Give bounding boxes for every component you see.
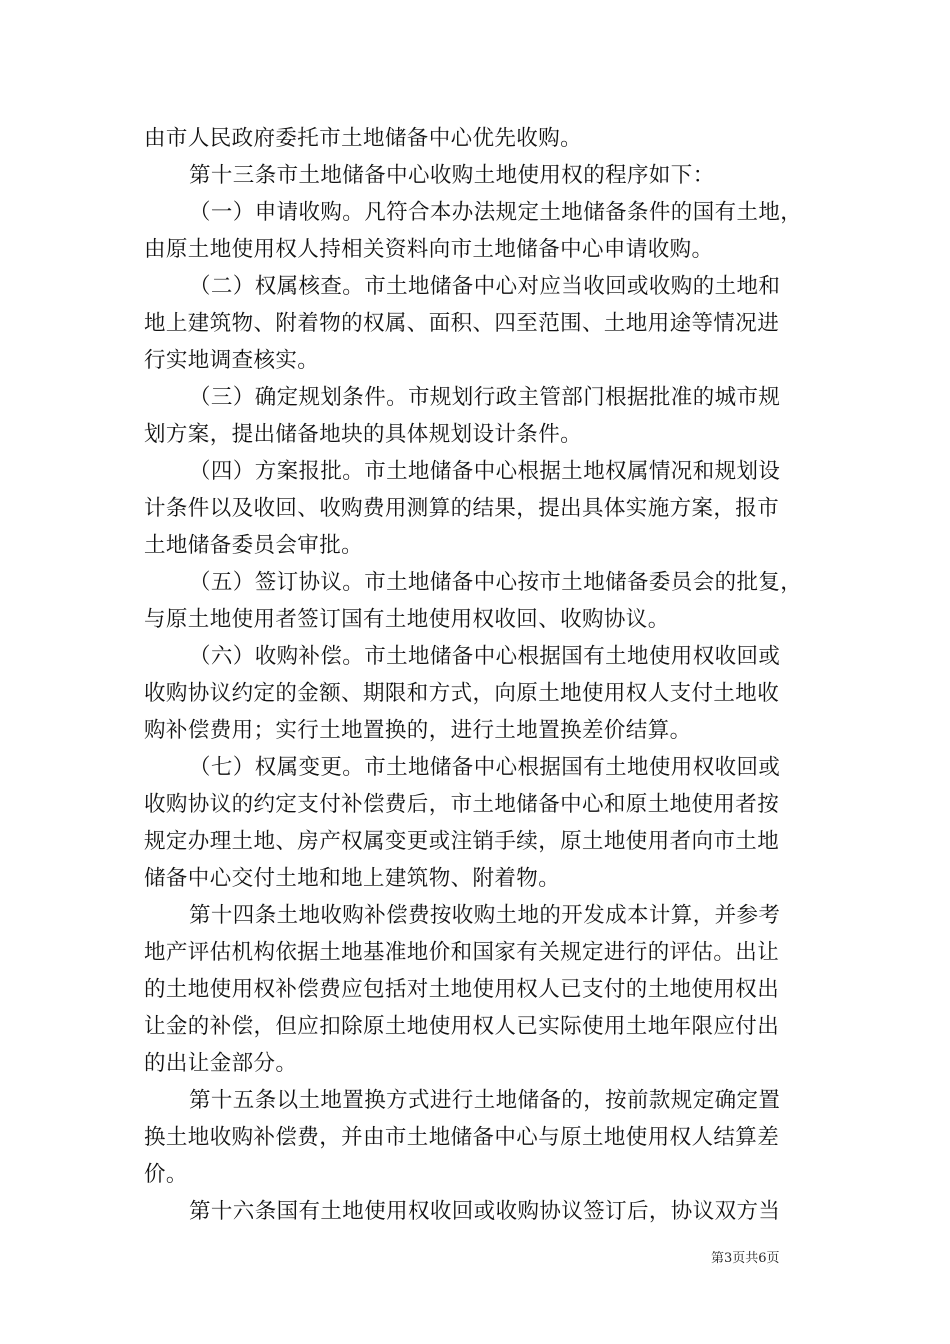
text-line: 地上建筑物、附着物的权属、面积、四至范围、土地用途等情况进: [144, 311, 780, 336]
text-line: 第十四条土地收购补偿费按收购土地的开发成本计算，并参考: [189, 903, 781, 928]
text-line: （一）申请收购。凡符合本办法规定土地储备条件的国有土地，: [189, 200, 803, 225]
text-line: （五）签订协议。市土地储备中心按市土地储备委员会的批复，: [189, 570, 803, 595]
text-line: 的土地使用权补偿费应包括对土地使用权人已支付的土地使用权出: [144, 977, 780, 1002]
text-line: 第十三条市土地储备中心收购土地使用权的程序如下：: [189, 163, 715, 188]
text-line: 计条件以及收回、收购费用测算的结果，提出具体实施方案，报市: [144, 496, 780, 521]
text-line: 收购协议的约定支付补偿费后，市土地储备中心和原土地使用者按: [144, 792, 780, 817]
text-line: 行实地调查核实。: [144, 348, 320, 373]
text-line: 收购协议约定的金额、期限和方式，向原土地使用权人支付土地收: [144, 681, 780, 706]
text-line: 规定办理土地、房产权属变更或注销手续，原土地使用者向市土地: [144, 829, 780, 854]
text-line: 第十五条以土地置换方式进行土地储备的，按前款规定确定置: [189, 1088, 781, 1113]
text-line: 换土地收购补偿费，并由市土地储备中心与原土地使用权人结算差: [144, 1125, 780, 1150]
text-line: 与原土地使用者签订国有土地使用权收回、收购协议。: [144, 607, 670, 632]
text-line: 由原土地使用权人持相关资料向市土地储备中心申请收购。: [144, 237, 714, 262]
text-line: 由市人民政府委托市土地储备中心优先收购。: [144, 126, 583, 151]
text-line: （四）方案报批。市土地储备中心根据土地权属情况和规划设: [189, 459, 781, 484]
text-line: 第十六条国有土地使用权收回或收购协议签订后，协议双方当: [189, 1199, 781, 1224]
text-line: （六）收购补偿。市土地储备中心根据国有土地使用权收回或: [189, 644, 781, 669]
text-line: 储备中心交付土地和地上建筑物、附着物。: [144, 866, 561, 891]
text-line: 土地储备委员会审批。: [144, 533, 364, 558]
text-line: （七）权属变更。市土地储备中心根据国有土地使用权收回或: [189, 755, 781, 780]
text-line: 让金的补偿，但应扣除原土地使用权人已实际使用土地年限应付出: [144, 1014, 780, 1039]
text-line: 划方案，提出储备地块的具体规划设计条件。: [144, 422, 583, 447]
text-line: （二）权属核查。市土地储备中心对应当收回或收购的土地和: [189, 274, 781, 299]
page-number: 第3页共6页: [711, 1251, 780, 1266]
text-line: 地产评估机构依据土地基准地价和国家有关规定进行的评估。出让: [144, 940, 780, 965]
text-line: 的出让金部分。: [144, 1051, 298, 1076]
text-line: （三）确定规划条件。市规划行政主管部门根据批准的城市规: [189, 385, 781, 410]
text-line: 购补偿费用；实行土地置换的，进行土地置换差价结算。: [144, 718, 692, 743]
text-line: 价。: [144, 1162, 188, 1187]
